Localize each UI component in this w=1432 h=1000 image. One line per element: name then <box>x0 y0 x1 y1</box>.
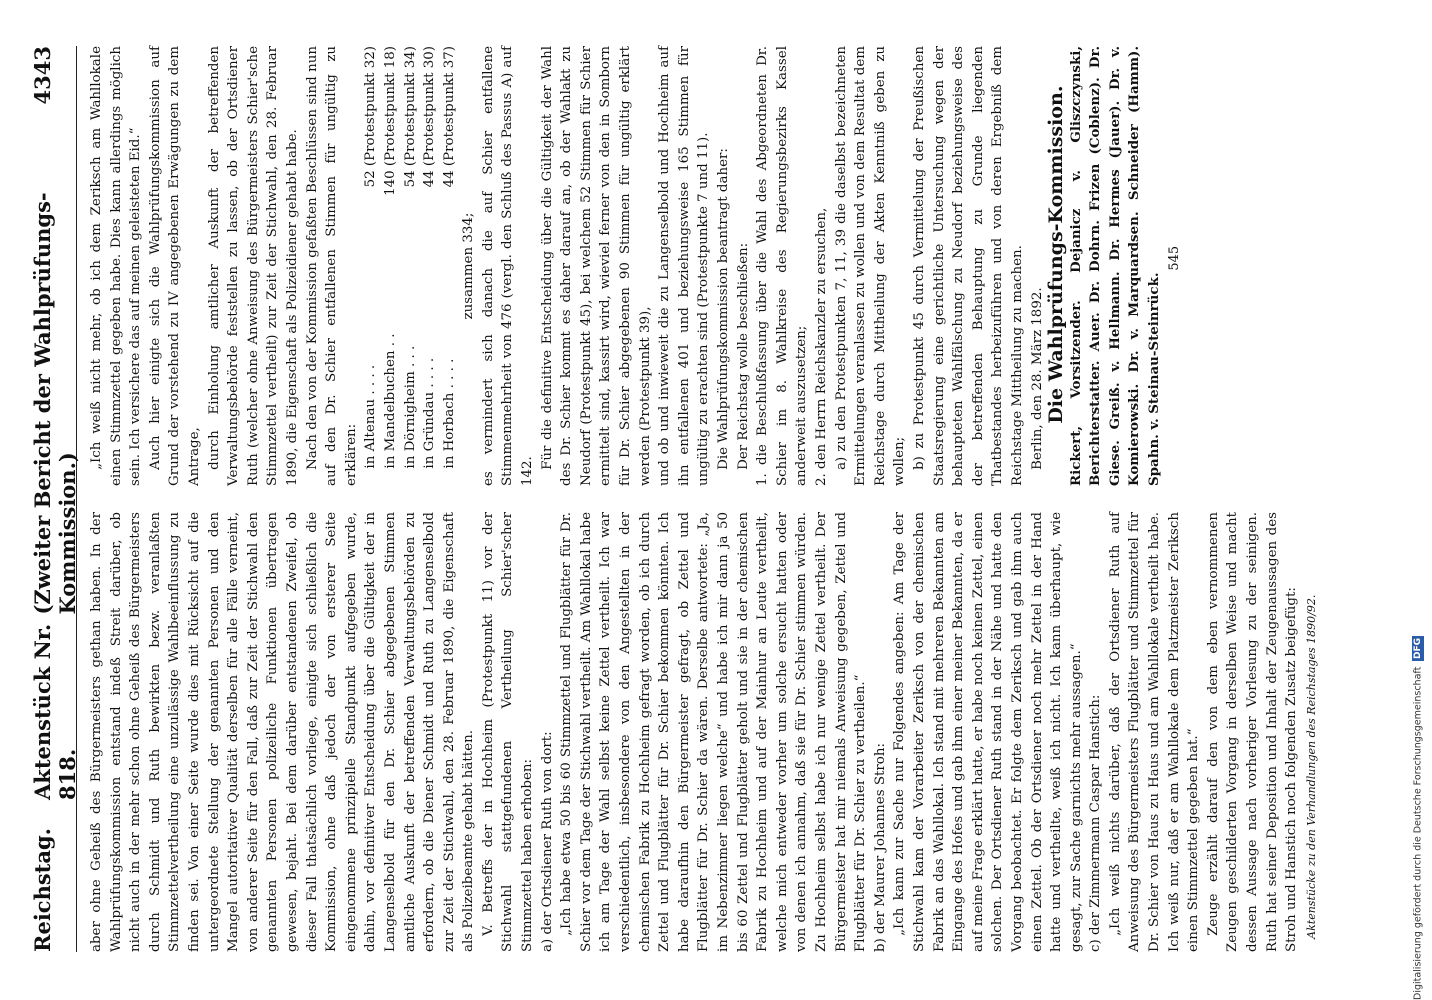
paragraph: „Ich weiß nicht mehr, ob ich dem Zeriksch am Wahllokale einen Stimmzettel gegeben habe. Dies kann allerdings möglich sein. Ich versichere das auf meinen geleisteten Eid.“ <box>89 46 144 486</box>
paragraph: es vermindert sich danach die auf Schier entfallene Stimmenmehrheit von 476 (vergl. den Schluß des Passus A) auf 142. <box>480 46 536 486</box>
digitization-sidebar <box>1406 0 1432 1000</box>
paragraph: Der Reichstag wolle beschließen: <box>735 242 751 470</box>
dfg-logo: DFG <box>1413 637 1423 659</box>
paragraph: a) der Ortsdiener Ruth von dort: <box>539 731 555 952</box>
page-header <box>30 46 80 952</box>
list-item: in Mandelbuchen . . 140 (Protestpunkt 18) <box>382 46 398 469</box>
paragraph: c) der Zimmermann Caspar Hanstich: <box>1088 694 1104 952</box>
header-page-number: 4343 <box>30 46 55 105</box>
paragraph: Zeuge erzählt darauf den von dem eben vernommenen Zeugen geschilderten Vorgang in derselben Weise und macht dessen Aussage nach vorheriger Vorlesung zu der seinigen. Ruth hat seiner Deposition und Inhalt der Zeugenaussagen des Stroh und Hanstich noch folgenden Zusatz beigefügt: <box>1205 512 1300 952</box>
header-reichstag: Reichstag. <box>30 828 55 952</box>
commission-title: Die Wahlprüfungs-Kommission. <box>1045 85 1068 424</box>
paragraph: V. Betreffs der in Hochheim (Protestpunkt 11) vor der Stichwahl stattgefundenen Vertheilung Schier'scher Stimmzettel haben erhoben: <box>480 512 536 952</box>
resolution-1: 1. die Beschlußfassung über die Wahl des Abgeordneten Dr. Schier im 8. Wahlkreise des Regierungsbezirks Kassel anderweit auszusetzen; <box>755 46 810 486</box>
sum-line: zusammen 334; <box>461 212 477 320</box>
paragraph: Die Wahlprüfungskommission beantragt daher: <box>716 148 731 470</box>
list-item: in Horbach . . . . 44 (Protestpunkt 37) <box>441 46 457 469</box>
paragraph: „Ich kann zur Sache nur Folgendes angeben: Am Tage der Stichwahl kam der Vorarbeiter Zeriksch von der chemischen Fabrik an das Wahllokal. Ich stand mit mehreren Bekannten am Eingange des Hofes und gab ihm einer meiner Bekannten, da er auf meine Frage erklärt hatte, er habe noch keinen Zettel, einen solchen. Der Ortsdiener Ruth stand in der Nähe und hatte den Vorgang beobachtet. Er folgte dem Zeriksch und gab ihm auch einen Zettel. Ob der Ortsdiener noch mehr Zettel in der Hand hatte und vertheilte, weiß ich nicht. Ich kann überhaupt, wie gesagt, zur Sache garnichts mehr aussagen.“ <box>892 512 1084 952</box>
paragraph: durch Einholung amtlicher Auskunft der betreffenden Verwaltungsbehörde feststellen zu lassen, ob der Ortsdiener Ruth (welcher ohne Anweisung des Bürgermeisters Schier'sche Stimmzettel vertheilt) zur Zeit der Stichwahl, den 28. Februar 1890, die Eigenschaft als Polizeidiener gehabt habe. <box>206 46 300 486</box>
paragraph: Für die definitive Entscheidung über die Gültigkeit der Wahl des Dr. Schier kommt es daher darauf an, ob der Wahlakt zu Neudorf (Protestpunkt 45), bei welchem 52 Stimmen für Schier ermittelt sind, kassirt wird, wieviel ferner von den in Somborn für Dr. Schier abgegebenen 90 Stimmen für ungültig erklärt werden (Protestpunkt 39), <box>539 46 653 486</box>
bottom-page-number: 545 <box>1166 245 1182 271</box>
signatories: Rickert, Vorsitzender. Dejanicz v. Gliszczynski, Berichterstatter. Auer. Dr. Dohrn. Frizen (Coblenz). Dr. Giese. Greiß. v. Hellmann. Dr. Hermes (Jauer). Dr. v. Komierowski. Dr. v. Marquardsen. Schneider (Hamm). Spahn. v. Steinau-Steinrück. <box>1067 46 1163 486</box>
digitization-credit: Digitalisierung gefördert durch die Deutsche Forschungsgemeinschaft <box>1412 666 1424 1000</box>
resolution-2b: b) zu Protestpunkt 45 durch Vermittelung der Preußischen Staatsregierung eine gerichtliche Untersuchung wegen der behaupteten Wahlfälschung zu Neudorf beziehungsweise des der betreffenden Behauptung zu Grunde liegenden Thatbestandes herbeizuführen und von deren Ergebniß dem Reichstage Mittheilung zu machen. <box>911 46 1025 486</box>
text-columns <box>87 46 1321 952</box>
paragraph: Nach den von der Kommission gefaßten Beschlüssen sind nun auf den Dr. Schier entfallenen Stimmen für ungültig zu erklären: <box>304 46 359 486</box>
header-title: (Zweiter Bericht der Wahlprüfungs-Kommission.) <box>30 192 80 615</box>
list-item: in Altenau . . . . 52 (Protestpunkt 32) <box>363 46 379 469</box>
paragraph: „Ich weiß nichts darüber, daß der Ortsdiener Ruth auf Anweisung des Bürgermeisters Flugblätter und Stimmzettel für Dr. Schier von Haus zu Haus und am Wahllokale vertheilt habe. Ich weiß nur, daß er am Wahllokale dem Platzmeister Zeriksch einen Stimmzettel gegeben hat.“ <box>1107 512 1202 952</box>
paragraph: b) der Maurer Johannes Stroh: <box>872 743 888 952</box>
header-aktenstueck: Aktenstück Nr. 818. <box>30 623 80 801</box>
paragraph: aber ohne Geheiß des Bürgermeisters gethan haben. In der Wahlprüfungskommission entstand indeß Streit darüber, ob nicht auch in der mehr schon ohne Geheiß des Bürgermeisters durch Schmidt und Ruth bewirkten bezw. veranlaßten Stimmzettelvertheilung eine unzulässige Wahlbeeinflussung zu finden sei. Von einer Seite wurde dies mit Rücksicht auf die untergeordnete Stellung der genannten Personen und den Mangel autoritativer Qualität derselben für alle Fälle verneint, von anderer Seite für den Fall, daß zur Zeit der Stichwahl den genannten Personen polizeiliche Funktionen übertragen gewesen, bejaht. Bei dem darüber entstandenen Zweifel, ob dieser Fall thatsächlich vorliege, einigte sich schließlich die Kommission, ohne daß jedoch der von ersterer Seite eingenommene prinzipielle Standpunkt aufgegeben wurde, dahin, vor definitiver Entscheidung über die Gültigkeit der in Langenselbold für den Dr. Schier abgegebenen Stimmen amtliche Auskunft der betreffenden Verwaltungsbehörden zu erfordern, ob die Diener Schmidt und Ruth zu Langenselbold zur Zeit der Stichwahl, den 28. Februar 1890, die Eigenschaft als Polizeibeamte gehabt hätten. <box>89 512 477 952</box>
list-item: in Dörnigheim . . . 54 (Protestpunkt 34) <box>402 46 418 469</box>
footer-note: Aktenstücke zu den Verhandlungen des Reichstages 1890/92. <box>1304 594 1318 939</box>
paragraph: und ob und inwieweit die zu Langenselbold und Hochheim auf ihn entfallenen 401 und beziehungsweise 165 Stimmen für ungültig zu erachten sind (Protestpunkte 7 und 11). <box>657 46 712 486</box>
resolution-2: 2. den Herrn Reichskanzler zu ersuchen, <box>813 207 829 486</box>
votes-list <box>361 46 459 486</box>
list-item: in Gründau . . . . 44 (Protestpunkt 30) <box>422 46 438 469</box>
resolution-2a: a) zu den Protestpunkten 7, 11, 39 die daselbst bezeichneten Ermittelungen veranlassen zu wollen und von dem Resultat dem Reichstage durch Mittheilung der Akten Kenntniß geben zu wollen; <box>833 46 908 486</box>
date-line: Berlin, den 28. März 1892. <box>1029 287 1045 470</box>
paragraph: „Ich habe etwa 50 bis 60 Stimmzettel und Flugblätter für Dr. Schier vor dem Tage der Stichwahl vertheilt. Am Wahllokal habe ich am Tage der Wahl selbst keine Zettel vertheilt. Ich war verschiedentlich, insbesondere von den Angestellten in der chemischen Fabrik zu Hochheim gefragt worden, ob ich durch Zettel und Flugblätter für Dr. Schier bekommen könnten. Ich habe daraufhin den Bürgermeister gefragt, ob Zettel und Flugblätter für Dr. Schier da wären. Derselbe antwortete: „Ja, im Nebenzimmer liegen welche“ und habe ich mir dann ja 50 bis 60 Zettel und Flugblätter geholt und sie in der chemischen Fabrik zu Hochheim und auf der Mainhur an Leute vertheilt, welche mich entweder vorher um solche ersucht hatten oder von denen ich annahm, daß sie für Dr. Schier stimmen würden. Zu Hochheim selbst habe ich nur wenige Zettel vertheilt. Der Bürgermeister hat mir niemals Anweisung gegeben, Zettel und Flugblätter für Dr. Schier zu vertheilen.“ <box>559 512 869 952</box>
paragraph: Auch hier einigte sich die Wahlprüfungskommission auf Grund der vorstehend zu IV angegebenen Erwägungen zu dem Antrage, <box>147 46 202 486</box>
left-column <box>87 512 1321 952</box>
right-column <box>87 46 1321 486</box>
